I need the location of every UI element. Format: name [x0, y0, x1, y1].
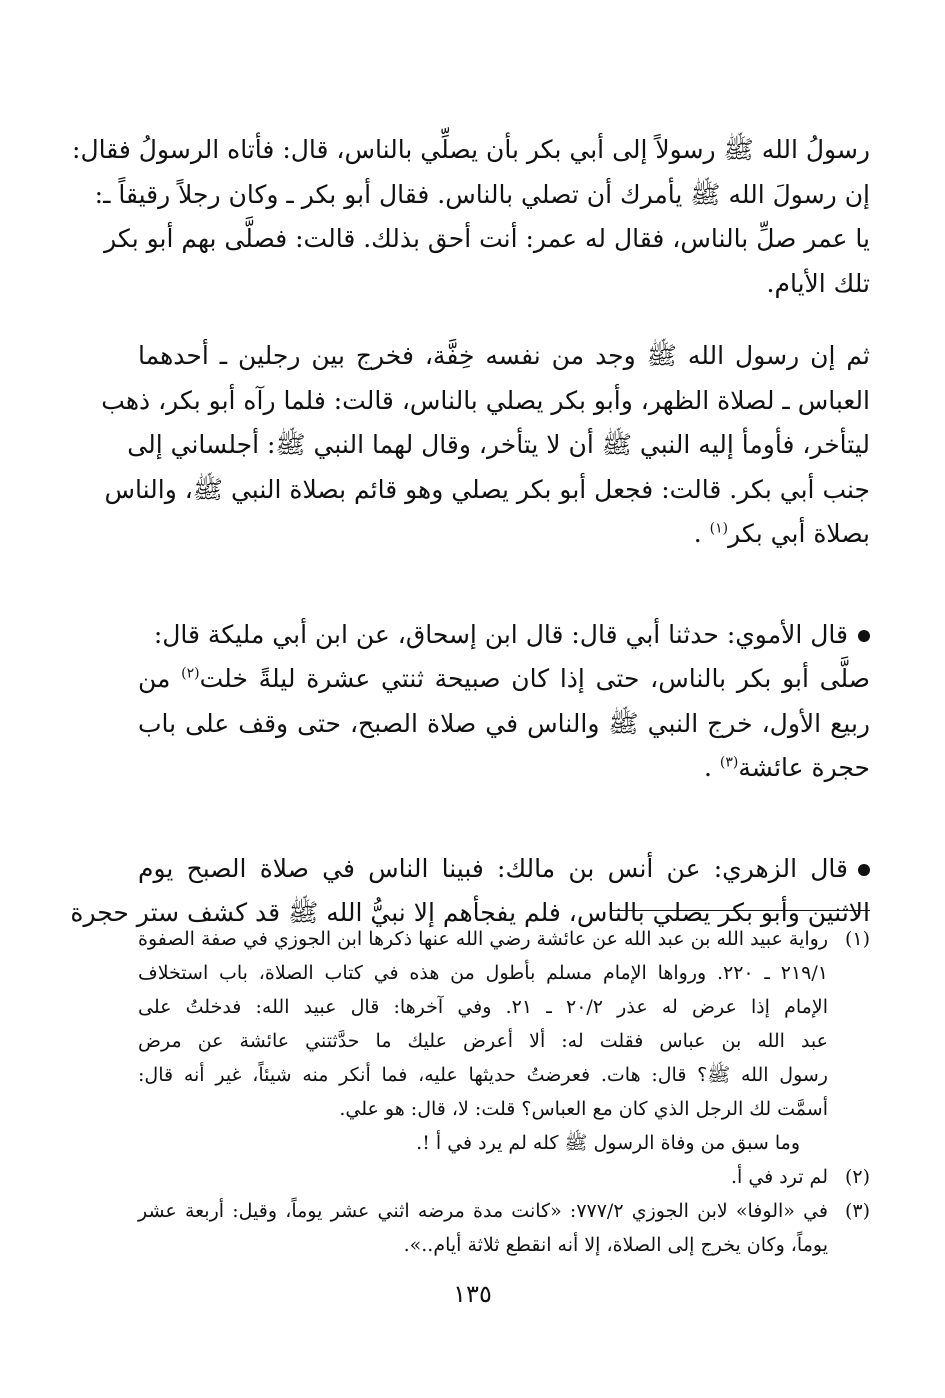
text-fragment: .	[693, 519, 702, 548]
paragraph-2	[101, 334, 870, 557]
text-line: ليتأخر، فأومأ إليه النبي ﷺ أن لا يتأخر، وقال لهما النبي ﷺ: أجلساني إلى	[127, 430, 870, 459]
footnote-line: في «الوفا» لابن الجوزي ٧٧٧/٢: «كانت مدة مرضه اثني عشر يوماً، وقيل: أربعة عشر	[138, 1200, 828, 1222]
text-line: رسولُ الله ﷺ رسولاً إلى أبي بكر بأن يصلِّي بالناس، قال: فأتاه الرسولُ فقال:	[72, 135, 870, 164]
text-line	[138, 847, 870, 892]
footnote-line: عبد الله بن عباس فقلت له: ألا أعرض عليك ما حدَّثتني عائشة عن مرض	[138, 1030, 828, 1052]
footnote-line: ٢١٩/١ ـ ٢٢٠. ورواها الإمام مسلم بأطول من هذه في كتاب الصلاة، باب استخلاف	[138, 962, 828, 984]
footnote-line: وما سبق من وفاة الرسول ﷺ كله لم يرد في أ !.	[416, 1132, 800, 1154]
text-line: الاثنين وأبو بكر يصلي بالناس، فلم يفجأهم إلا نبيُّ الله ﷺ قد كشف ستر حجرة	[70, 898, 870, 927]
text-line: ربيع الأول، خرج النبي ﷺ والناس في صلاة الصبح، حتى وقف على باب	[138, 708, 870, 738]
text-fragment: .	[703, 753, 712, 782]
page-number: ١٣٥	[453, 1280, 492, 1308]
footnote-line: رواية عبيد الله بن عبد الله عن عائشة رضي الله عنها ذكرها ابن الجوزي في صفة الصفوة	[138, 928, 828, 950]
text-line	[138, 613, 870, 658]
footnote-line: أسمَّت لك الرجل الذي كان مع العباس؟ قلت: لا، قال: هو علي.	[339, 1098, 828, 1120]
footnote-number: (٢)	[844, 1166, 870, 1188]
text-line	[138, 657, 870, 702]
text-fragment: قال الأموي: حدثنا أبي قال: قال ابن إسحاق، عن ابن أبي مليكة قال:	[153, 619, 848, 649]
text-line: يا عمر صلِّ بالناس، فقال له عمر: أنت أحق بذلك. قالت: فصلَّى بهم أبو بكر	[104, 224, 870, 253]
text-fragment: قال الزهري: عن أنس بن مالك: فبينا الناس في صلاة الصبح يوم	[138, 853, 848, 883]
footnote-ref-2: (٢)	[181, 665, 200, 682]
footnote-number: (٣)	[844, 1200, 870, 1222]
text-line: إن رسولَ الله ﷺ يأمرك أن تصلي بالناس. فقال أبو بكر ـ وكان رجلاً رقيقاً ـ:	[94, 179, 870, 209]
bullet-icon	[858, 864, 870, 876]
footnote-line: الإمام إذا عرض له عذر ٢٠/٢ ـ ٢١. وفي آخرها: قال عبيد الله: فدخلتُ على	[138, 996, 828, 1018]
footnote-line: لم ترد في أ.	[730, 1166, 828, 1188]
footnote-3	[138, 1194, 870, 1262]
text-line	[138, 512, 870, 557]
text-fragment: حجرة عائشة	[738, 753, 870, 782]
footnote-2	[138, 1160, 870, 1194]
text-fragment: بصلاة أبي بكر	[728, 519, 870, 548]
text-line	[138, 746, 870, 791]
footnote-body	[138, 1194, 828, 1262]
footnotes	[138, 922, 870, 1262]
text-line: جنب أبي بكر. قالت: فجعل أبو بكر يصلي وهو قائم بصلاة النبي ﷺ، والناس	[104, 474, 870, 504]
text-line: تلك الأيام.	[766, 268, 870, 298]
footnote-line: يوماً، وكان يخرج إلى الصلاة، إلا أنه انقطع ثلاثة أيام..».	[403, 1234, 828, 1256]
text-line: ثم إن رسول الله ﷺ وجد من نفسه خِفَّة، فخرج بين رجلين ـ أحدهما	[138, 341, 870, 370]
footnote-body	[138, 1160, 828, 1194]
text-fragment: من	[138, 664, 171, 693]
text-fragment: صلَّى أبو بكر بالناس، حتى إذا كان صبيحة ثنتي عشرة ليلةً خلت	[199, 664, 870, 693]
footnote-ref-1: (١)	[709, 520, 729, 537]
footnote-body	[138, 922, 828, 1160]
footnote-ref-3: (٣)	[719, 754, 739, 771]
paragraph-1	[72, 128, 870, 306]
footnote-1	[138, 922, 870, 1160]
footnote-line: رسول الله ﷺ؟ قال: هات. فعرضتُ حديثها عليه، فما أنكر منه شيئاً، غير أنه قال:	[138, 1064, 828, 1086]
bullet-icon	[858, 630, 870, 642]
footnote-number: (١)	[844, 928, 870, 950]
main-text	[70, 128, 870, 936]
paragraph-3	[138, 613, 870, 791]
text-line: العباس ـ لصلاة الظهر، وأبو بكر يصلي بالناس، قالت: فلما رآه أبو بكر، ذهب	[101, 385, 870, 415]
footnote-divider	[612, 910, 870, 911]
